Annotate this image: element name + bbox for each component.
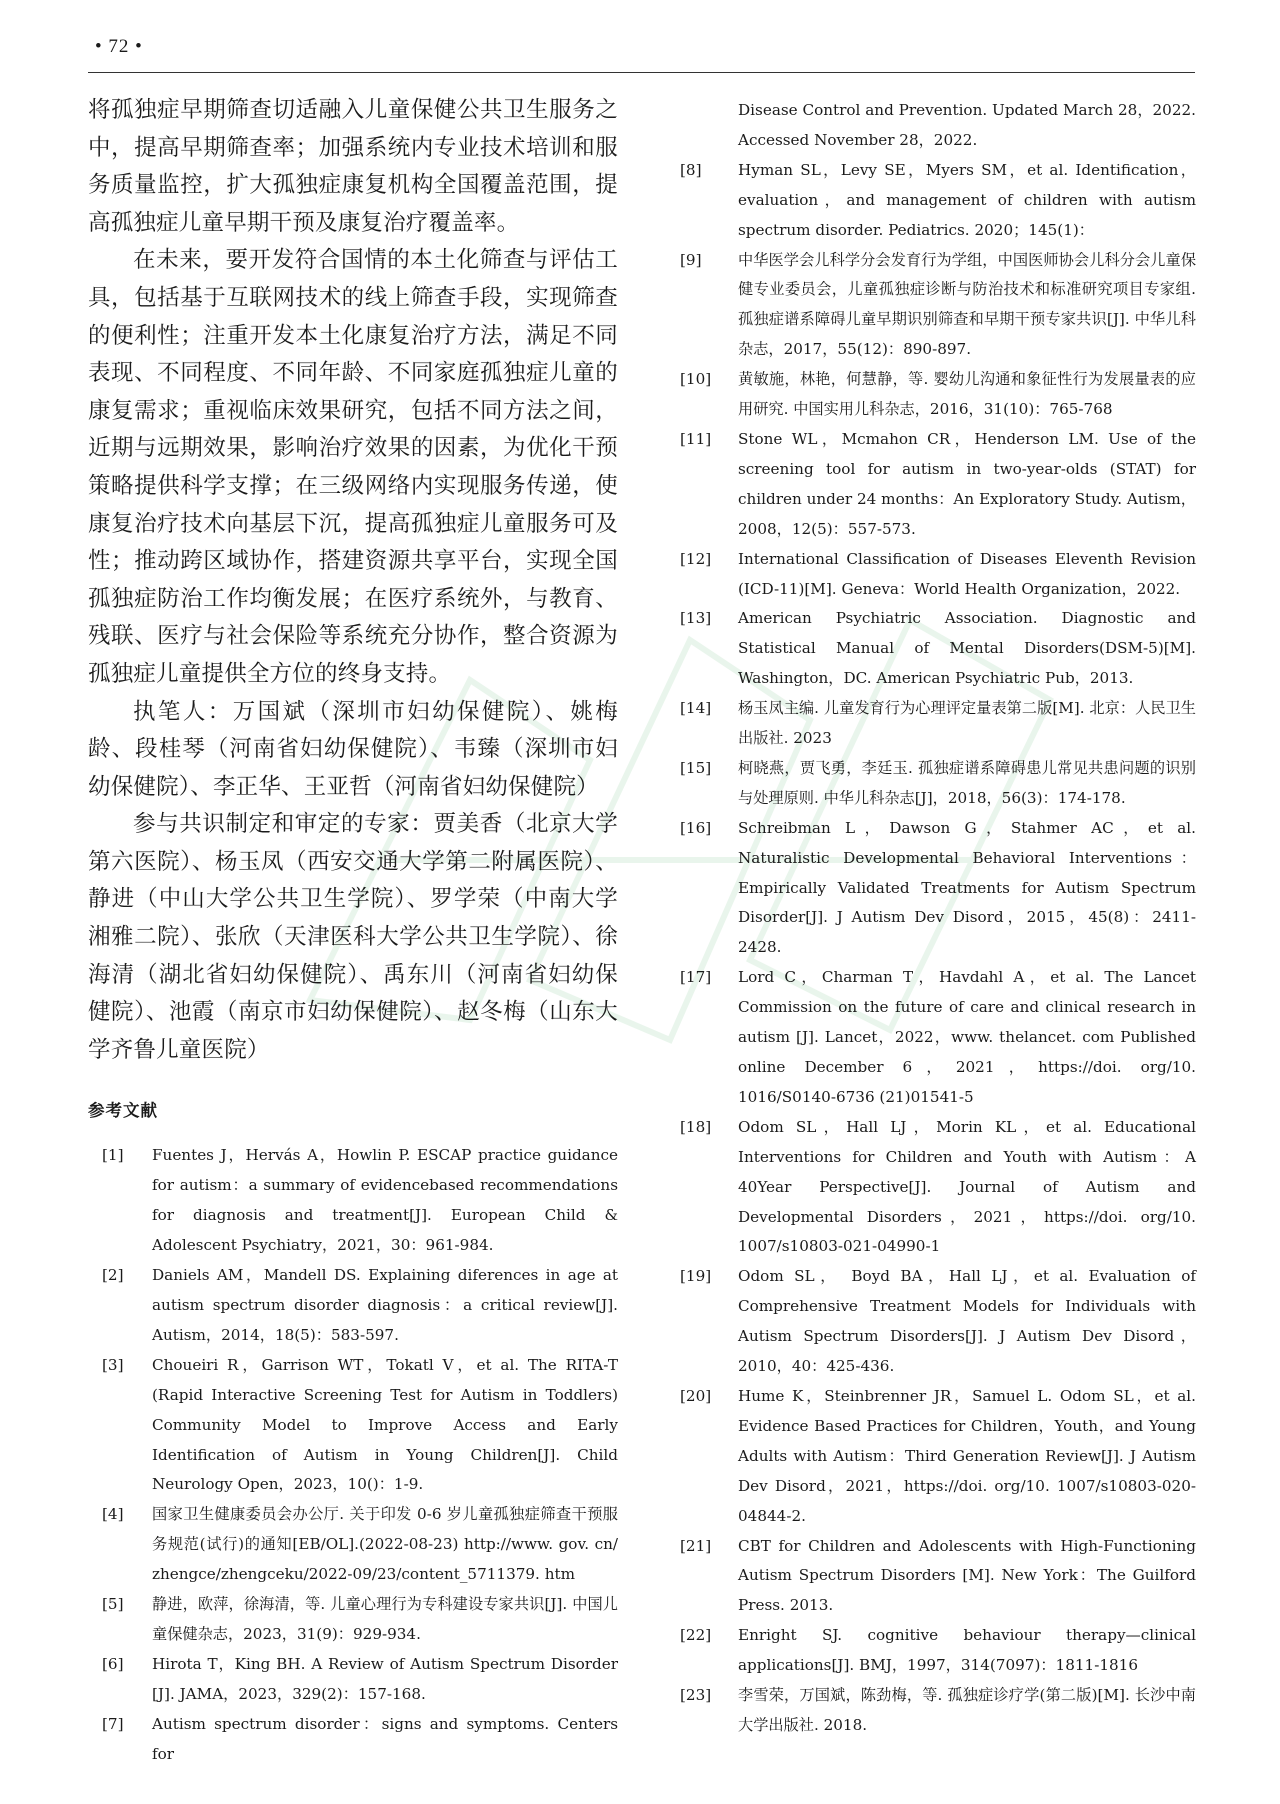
reference-text: Schreibman L，Dawson G，Stahmer AC，et al. Naturalistic Developmental Behavioral Interventions：Empirically Validated Treatments for Autism Spectrum Disorder[J]. J Autism Dev Disord，2015，45(8)：2411-2428. [738,818,1196,957]
reference-text: 黄敏施，林艳，何慧静，等. 婴幼儿沟通和象征性行为发展量表的应用研究. 中国实用儿科杂志，2016，31(10)：765-768 [738,370,1196,419]
reference-number: [17] [680,968,712,987]
reference-item [680,1113,1196,1263]
reference-number: [12] [680,549,712,568]
reference-item [680,246,1196,366]
reference-number: [2] [102,1266,124,1285]
reference-number: [11] [680,429,712,448]
references-heading: 参考文献 [88,1101,158,1121]
reference-list-right [680,156,1196,1741]
body-paragraph: 在未来，要开发符合国情的本土化筛查与评估工具，包括基于互联网技术的线上筛查手段，实现筛查的便利性；注重开发本土化康复治疗方法，满足不同表现、不同程度、不同年龄、不同家庭孤独症儿童的康复需求；重视临床效果研究，包括不同方法之间，近期与远期效果，影响治疗效果的因素，为优化干预策略提供科学支撑；在三级网络内实现服务传递，使康复治疗技术向基层下沉，提高孤独症儿童服务可及性；推动跨区域协作，搭建资源共享平台，实现全国孤独症防治工作均衡发展；在医疗系统外，与教育、残联、医疗与社会保险等系统充分协作，整合资源为孤独症儿童提供全方位的终身支持。 [88,247,618,687]
reference-number: [19] [680,1267,712,1286]
reference-number: [7] [102,1714,124,1733]
reference-text: 中华医学会儿科学分会发育行为学组，中国医师协会儿科分会儿童保健专业委员会，儿童孤独症诊断与防治技术和标准研究项目专家组. 孤独症谱系障碍儿童早期识别筛查和早期干预专家共识[J]. 中华儿科杂志，2017，55(12)：890-897. [738,250,1196,359]
reference-text: Fuentes J，Hervás A，Howlin P. ESCAP practice guidance for autism：a summary of evidencebased recommendations for diagnosis and treatment[J]. European Child & Adolescent Psychiatry，2021，30：961-984. [152,1146,618,1255]
reference-number: [16] [680,818,712,837]
reference-item [680,1532,1196,1622]
reference-number: [4] [102,1505,124,1524]
reference-item [88,1141,618,1261]
body-paragraph: 参与共识制定和审定的专家：贾美香（北京大学第六医院）、杨玉凤（西安交通大学第二附属医院）、静进（中山大学公共卫生学院）、罗学荣（中南大学湘雅二院）、张欣（天津医科大学公共卫生学院）、徐海清（湖北省妇幼保健院）、禹东川（河南省妇幼保健院）、池霞（南京市妇幼保健院）、赵冬梅（山东大学齐鲁儿童医院） [88,811,618,1063]
reference-item [680,604,1196,694]
reference-text: Stone WL，Mcmahon CR，Henderson LM. Use of the screening tool for autism in two-year-olds (STAT) for children under 24 months：An Exploratory Study. Autism，2008，12(5)：557-573. [738,429,1196,538]
reference-item [88,1500,618,1590]
reference-text: 国家卫生健康委员会办公厅. 关于印发 0-6 岁儿童孤独症筛查干预服务规范(试行)的通知[EB/OL].(2022-08-23) http://www. gov. cn/ zhengce/zhengceku/2022-09/23/content_5711379. htm [152,1505,618,1584]
left-column [88,92,618,1769]
reference-text: 柯晓燕，贾飞勇，李廷玉. 孤独症谱系障碍患儿常见共患问题的识别与处理原则. 中华儿科杂志[J]，2018，56(3)：174-178. [738,758,1196,807]
reference-number: [14] [680,699,712,718]
reference-number: [22] [680,1626,712,1645]
reference-text: 李雪荣，万国斌，陈劲梅，等. 孤独症诊疗学(第二版)[M]. 长沙中南大学出版社. 2018. [738,1686,1196,1734]
reference-item [680,156,1196,246]
reference-text: Lord C，Charman T，Havdahl A，et al. The Lancet Commission on the future of care and clinical research in autism [J]. Lancet，2022，www. thelancet. com Published online December 6，2021，https://doi. org/10. 1016/S0140-6736 (21)01541-5 [738,968,1196,1106]
reference-item [680,814,1196,964]
reference-item [680,1681,1196,1741]
reference-number: [8] [680,160,702,179]
reference-number: [10] [680,370,712,389]
reference-text: 静进，欧萍，徐海清，等. 儿童心理行为专科建设专家共识[J]. 中国儿童保健杂志，2023，31(9)：929-934. [152,1595,618,1643]
reference-item [88,1590,618,1650]
reference-number: [21] [680,1536,712,1555]
reference-text: Daniels AM，Mandell DS. Explaining diferences in age at autism spectrum disorder diagnosis：a critical review[J]. Autism，2014，18(5)：583-597. [152,1266,618,1344]
reference-text: Enright SJ. cognitive behaviour therapy—clinical applications[J]. BMJ，1997，314(7097)：1811-1816 [738,1626,1196,1675]
reference-number: [23] [680,1686,712,1705]
reference-item [88,1261,618,1351]
reference-text: CBT for Children and Adolescents with High-Functioning Autism Spectrum Disorders [M]. New York：The Guilford Press. 2013. [738,1536,1196,1615]
reference-text: Hirota T，King BH. A Review of Autism Spectrum Disorder [J]. JAMA，2023，329(2)：157-168. [152,1654,618,1703]
reference-item [680,365,1196,425]
body-text [88,92,618,1069]
reference-item [680,1621,1196,1681]
reference-number: [13] [680,609,712,628]
reference-number: [6] [102,1654,124,1673]
reference-text: American Psychiatric Association. Diagnostic and Statistical Manual of Mental Disorders(DSM-5)[M]. Washington，DC. American Psychiatric Pub，2013. [738,609,1196,688]
reference-number: [3] [102,1355,124,1374]
reference-item [680,963,1196,1113]
reference-item [88,1351,618,1501]
reference-number: [18] [680,1117,712,1136]
reference-text: Hyman SL，Levy SE，Myers SM，et al. Identification，evaluation，and management of children with autism spectrum disorder. Pediatrics. 2020；145(1)： [738,160,1196,239]
reference-item [680,545,1196,605]
reference-number: [1] [102,1146,124,1165]
reference-text: Odom SL， Boyd BA，Hall LJ，et al. Evaluation of Comprehensive Treatment Models for Individuals with Autism Spectrum Disorders[J]. J Autism Dev Disord，2010，40：425-436. [738,1267,1196,1376]
reference-text: Odom SL，Hall LJ，Morin KL，et al. Educational Interventions for Children and Youth with Autism：A 40Year Perspective[J]. Journal of Autism and Developmental Disorders，2021，https://doi. org/10. 1007/s10803-021-04990-1 [738,1117,1196,1256]
reference-text: Autism spectrum disorder：signs and symptoms. Centers for [152,1714,618,1763]
reference-item [680,1262,1196,1382]
reference-text: Choueiri R，Garrison WT，Tokatl V，et al. The RITA-T (Rapid Interactive Screening Test for Autism in Toddlers) Community Model to Improve Access and Early Identification of Autism in Young Children[J]. Child Neurology Open，2023，10()：1-9. [152,1355,618,1494]
body-paragraph: 将孤独症早期筛查切适融入儿童保健公共卫生服务之中，提高早期筛查率；加强系统内专业技术培训和服务质量监控，扩大孤独症康复机构全国覆盖范围，提高孤独症儿童早期干预及康复治疗覆盖率。 [88,97,618,236]
reference-item [680,754,1196,814]
reference-text: Hume K，Steinbrenner JR，Samuel L. Odom SL，et al. Evidence Based Practices for Children，Youth，and Young Adults with Autism：Third Generation Review[J]. J Autism Dev Disord，2021，https://doi. org/10. 1007/s10803-020-04844-2. [738,1386,1196,1525]
reference-text: International Classification of Diseases Eleventh Revision (ICD-11)[M]. Geneva：World Health Organization，2022. [738,549,1196,598]
reference-number: [9] [680,250,702,269]
reference-number: [5] [102,1595,124,1614]
reference-item [88,1710,618,1770]
reference-list-left [88,1141,618,1769]
body-paragraph: 执笔人：万国斌（深圳市妇幼保健院）、姚梅龄、段桂琴（河南省妇幼保健院）、韦臻（深圳市妇幼保健院）、李正华、王亚哲（河南省妇幼保健院） [88,698,618,800]
header-rule [88,72,1195,73]
reference-text: 杨玉凤主编. 儿童发育行为心理评定量表第二版[M]. 北京：人民卫生出版社. 2023 [738,699,1196,748]
reference-item [680,1382,1196,1532]
reference-item [680,425,1196,545]
reference-number: [15] [680,758,712,777]
reference-continuation: Disease Control and Prevention. Updated March 28，2022. Accessed November 28，2022. [738,101,1196,149]
reference-number: [20] [680,1386,712,1405]
right-column [680,96,1196,1741]
page-number: • 72 • [95,36,143,57]
reference-item [680,694,1196,754]
reference-item [88,1650,618,1710]
